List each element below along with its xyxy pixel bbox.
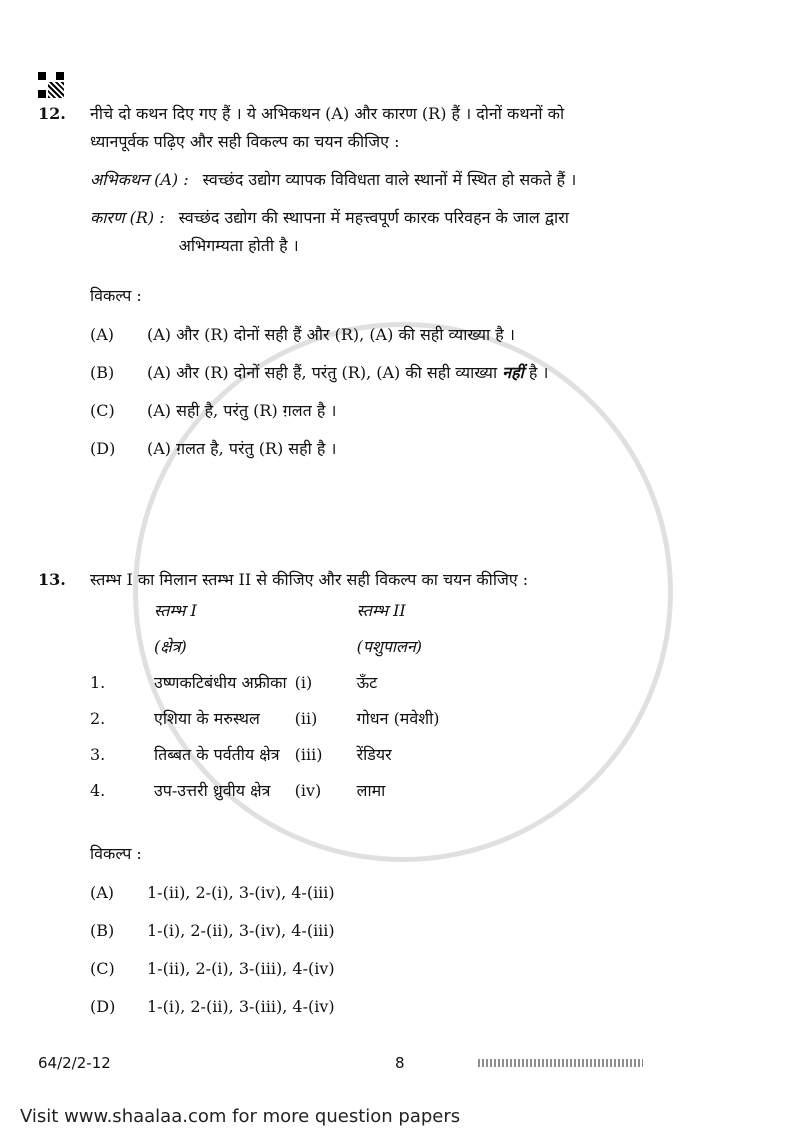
question-number: 13.: [38, 570, 66, 589]
row-roman: (iii): [294, 745, 323, 764]
row-number: 4.: [90, 781, 106, 800]
question-body: [90, 566, 730, 1020]
row-roman: (iv): [294, 781, 322, 800]
option-key: (B): [90, 363, 115, 382]
row-number: 3.: [90, 745, 106, 764]
reason-label: कारण (R) :: [90, 208, 165, 227]
row-left: तिब्बत के पर्वतीय क्षेत्र: [154, 745, 280, 764]
assertion-text: स्वच्छंद उद्योग व्यापक विविधता वाले स्थानों में स्थित हो सकते हैं ।: [202, 170, 577, 189]
option-text: 1-(i), 2-(ii), 3-(iv), 4-(iii): [147, 921, 335, 940]
reason: [90, 204, 730, 260]
options-label: विकल्प :: [90, 286, 142, 305]
option-text: [147, 360, 730, 386]
column-2-title: स्तम्भ II: [356, 601, 406, 620]
question-text: ध्यानपूर्वक पढ़िए और सही विकल्प का चयन कीजिए :: [90, 132, 400, 151]
question-text: नीचे दो कथन दिए गए हैं । ये अभिकथन (A) और कारण (R) हैं । दोनों कथनों को: [90, 104, 565, 123]
reason-text: स्वच्छंद उद्योग की स्थापना में महत्त्वपूर्ण कारक परिवहन के जाल द्वारा: [178, 208, 569, 227]
option-c: [90, 956, 730, 982]
option-key: (D): [90, 997, 116, 1016]
row-right: रेंडियर: [356, 745, 392, 764]
row-roman: (ii): [294, 709, 318, 728]
option-text: 1-(ii), 2-(i), 3-(iv), 4-(iii): [147, 883, 335, 902]
question-body: [90, 100, 730, 462]
page-number: 8: [395, 1054, 405, 1072]
promo-link[interactable]: Visit www.shaalaa.com for more question papers: [20, 1106, 461, 1127]
row-right: ऊँट: [356, 673, 378, 692]
option-d: [90, 436, 730, 462]
option-a: [90, 322, 730, 348]
row-right: गोधन (मवेशी): [356, 709, 440, 728]
option-emphasis: नहीं: [502, 363, 524, 382]
option-key: (A): [90, 325, 115, 344]
column-1-title: स्तम्भ I: [154, 601, 197, 620]
option-a: [90, 880, 730, 906]
reason-body: [179, 204, 730, 260]
question-13: [38, 566, 730, 1020]
reason-text: अभिगम्यता होती है ।: [178, 236, 299, 255]
decorative-wavy-line: [478, 1059, 643, 1067]
option-key: (A): [90, 883, 115, 902]
options-label: विकल्प :: [90, 844, 142, 863]
option-b: [90, 918, 730, 944]
page-footer: [38, 1054, 730, 1072]
match-table: [90, 598, 730, 804]
option-c: [90, 398, 730, 424]
option-text: 1-(i), 2-(ii), 3-(iii), 4-(iv): [147, 997, 335, 1016]
option-d: [90, 994, 730, 1020]
column-2-subtitle: (पशुपालन): [356, 637, 423, 656]
column-1-subtitle: (क्षेत्र): [154, 637, 187, 656]
row-roman: (i): [294, 673, 313, 692]
row-number: 2.: [90, 709, 106, 728]
option-text: (A) सही है, परंतु (R) ग़लत है ।: [147, 401, 337, 420]
option-key: (B): [90, 921, 115, 940]
question-text: स्तम्भ I का मिलान स्तम्भ II से कीजिए और सही विकल्प का चयन कीजिए :: [90, 570, 529, 589]
question-12: [38, 100, 730, 462]
row-left: उष्णकटिबंधीय अफ्रीका: [154, 673, 287, 692]
option-text: (A) और (R) दोनों सही हैं और (R), (A) की सही व्याख्या है ।: [147, 325, 515, 344]
row-right: लामा: [356, 781, 386, 800]
option-text: 1-(ii), 2-(i), 3-(iii), 4-(iv): [147, 959, 335, 978]
row-left: उप-उत्तरी ध्रुवीय क्षेत्र: [154, 781, 271, 800]
option-key: (C): [90, 401, 115, 420]
option-key: (D): [90, 439, 116, 458]
question-number: 12.: [38, 104, 66, 123]
assertion-label: अभिकथन (A) :: [90, 170, 189, 189]
paper-code: 64/2/2-12: [38, 1054, 111, 1072]
option-text-part: (A) और (R) दोनों सही हैं, परंतु (R), (A) की सही व्याख्या: [147, 363, 498, 382]
option-text-part: है ।: [528, 363, 549, 382]
row-number: 1.: [90, 673, 106, 692]
option-text: (A) ग़लत है, परंतु (R) सही है ।: [147, 439, 337, 458]
option-b: [90, 360, 730, 386]
assertion: [90, 166, 730, 194]
row-left: एशिया के मरुस्थल: [154, 709, 260, 728]
option-key: (C): [90, 959, 115, 978]
